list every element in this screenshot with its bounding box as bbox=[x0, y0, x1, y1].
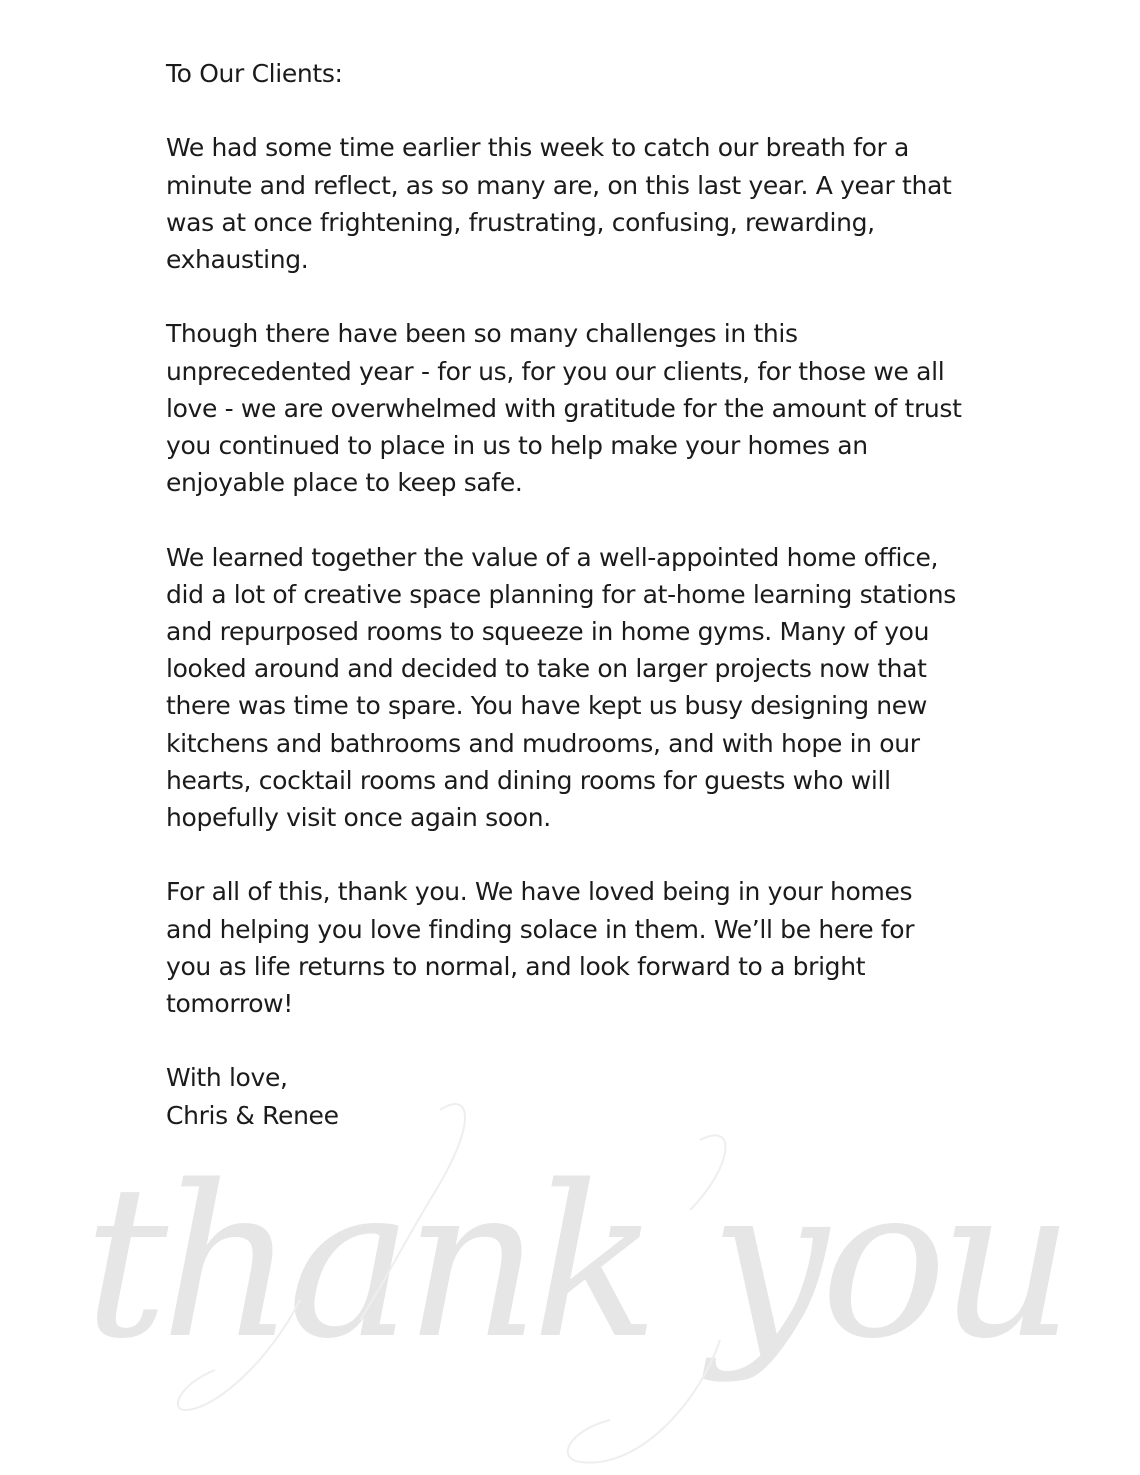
paragraph-3 bbox=[166, 539, 996, 837]
sign-off bbox=[166, 1059, 996, 1133]
closing-text: With love, bbox=[166, 1063, 288, 1093]
paragraph-line: We had some time earlier this week to catch our breath for a bbox=[166, 133, 910, 163]
paragraph-line: kitchens and bathrooms and mudrooms, and with hope in our bbox=[166, 728, 920, 758]
signature: Chris & Renee bbox=[166, 1100, 339, 1130]
watermark-flourish-left bbox=[178, 1300, 300, 1410]
watermark-flourish-descender bbox=[568, 1340, 720, 1463]
salutation bbox=[166, 55, 996, 92]
watermark-text: thank you bbox=[83, 1140, 1067, 1385]
salutation-text: To Our Clients: bbox=[166, 59, 343, 88]
paragraph-line: and helping you love finding solace in them. We’ll be here for bbox=[166, 914, 915, 944]
paragraph-line: looked around and decided to take on larger projects now that bbox=[166, 654, 927, 684]
paragraph-2 bbox=[166, 315, 996, 501]
paragraph-line: there was time to spare. You have kept us busy designing new bbox=[166, 691, 927, 721]
paragraph-line: Though there have been so many challenges in this bbox=[166, 319, 798, 349]
paragraph-1 bbox=[166, 129, 996, 278]
paragraph-line: was at once frightening, frustrating, confusing, rewarding, bbox=[166, 207, 875, 237]
watermark-flourish-top bbox=[360, 1104, 465, 1320]
paragraph-4 bbox=[166, 873, 996, 1022]
paragraph-line: and repurposed rooms to squeeze in home gyms. Many of you bbox=[166, 617, 930, 646]
paragraph-line: minute and reflect, as so many are, on this last year. A year that bbox=[166, 170, 952, 200]
paragraph-line: hopefully visit once again soon. bbox=[166, 803, 551, 833]
paragraph-line: We learned together the value of a well-appointed home office, bbox=[166, 542, 939, 572]
paragraph-line: you as life returns to normal, and look forward to a bright bbox=[166, 951, 866, 981]
watermark-flourish-right bbox=[690, 1135, 725, 1210]
paragraph-line: hearts, cocktail rooms and dining rooms for guests who will bbox=[166, 765, 891, 795]
paragraph-line: enjoyable place to keep safe. bbox=[166, 468, 523, 498]
paragraph-line: love - we are overwhelmed with gratitude for the amount of trust bbox=[166, 393, 962, 423]
paragraph-line: did a lot of creative space planning for at-home learning stations bbox=[166, 579, 956, 609]
paragraph-line: exhausting. bbox=[166, 245, 309, 274]
paragraph-line: unprecedented year - for us, for you our clients, for those we all bbox=[166, 356, 945, 386]
paragraph-line: tomorrow! bbox=[166, 989, 293, 1019]
paragraph-line: For all of this, thank you. We have loved being in your homes bbox=[166, 877, 913, 907]
letter-body bbox=[166, 55, 996, 1134]
paragraph-line: you continued to place in us to help make your homes an bbox=[166, 431, 868, 460]
